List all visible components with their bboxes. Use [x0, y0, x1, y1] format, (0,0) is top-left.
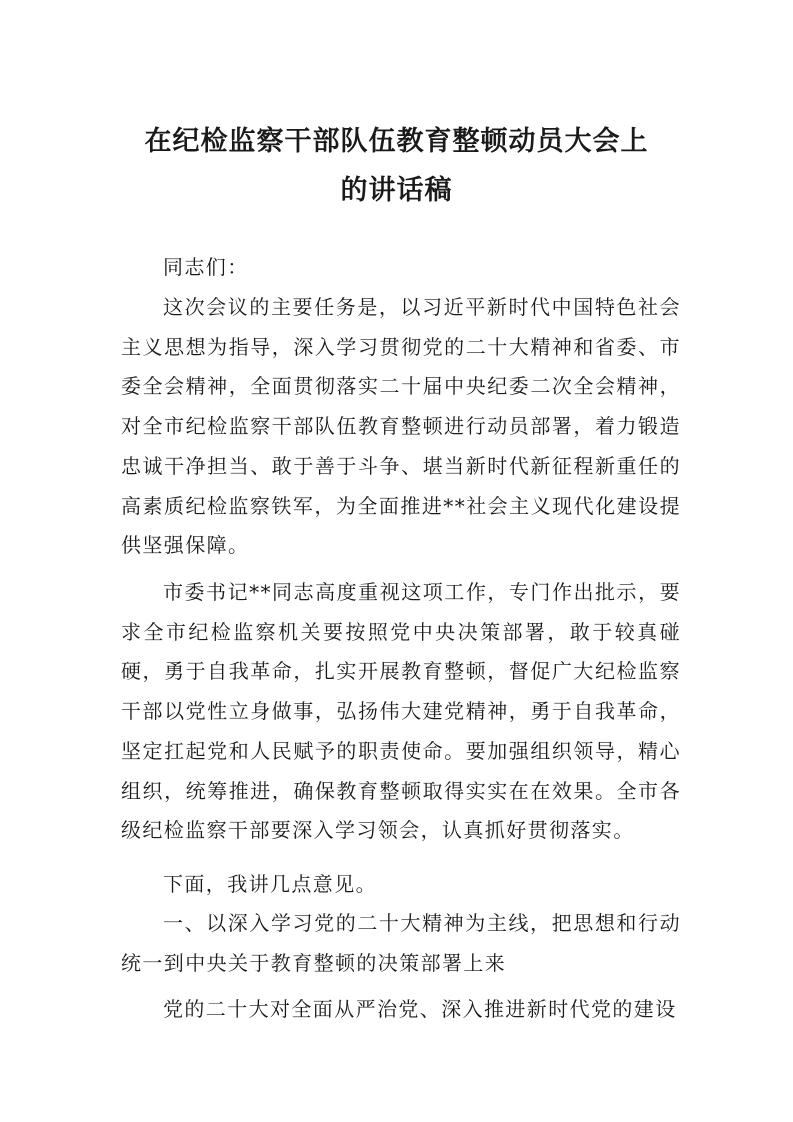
body-paragraph-section-1-start: 党的二十大对全面从严治党、深入推进新时代党的建设	[163, 997, 677, 1021]
document-title-line-1: 在纪检监察干部队伍教育整顿动员大会上	[144, 126, 649, 157]
section-heading-1: 一、以深入学习党的二十大精神为主线，把思想和行动统一到中央关于教育整顿的决策部署上来	[121, 911, 681, 975]
body-paragraph-meeting-task: 这次会议的主要任务是，以习近平新时代中国特色社会主义思想为指导，深入学习贯彻党的二十大精神和省委、市委全会精神，全面贯彻落实二十届中央纪委二次全会精神，对全市纪检监察干部队伍教育整顿进行动员部署，着力锻造忠诚干净担当、敢于善于斗争、堪当新时代新征程新重任的高素质纪检监察铁军，为全面推进**社会主义现代化建设提供坚强保障。	[121, 295, 681, 558]
body-paragraph-transition: 下面，我讲几点意见。	[163, 872, 377, 896]
body-paragraph-secretary-instruction: 市委书记**同志高度重视这项工作，专门作出批示，要求全市纪检监察机关要按照党中央决策部署，敢于较真碰硬，勇于自我革命，扎实开展教育整顿，督促广大纪检监察干部以党性立身做事，弘扬伟大建党精神，勇于自我革命，坚定扛起党和人民赋予的职责使命。要加强组织领导，精心组织，统筹推进，确保教育整顿取得实实在在效果。全市各级纪检监察干部要深入学习领会，认真抓好贯彻落实。	[121, 580, 681, 843]
salutation-paragraph: 同志们：	[163, 255, 249, 279]
document-title-line-2: 的讲话稿	[340, 175, 453, 206]
